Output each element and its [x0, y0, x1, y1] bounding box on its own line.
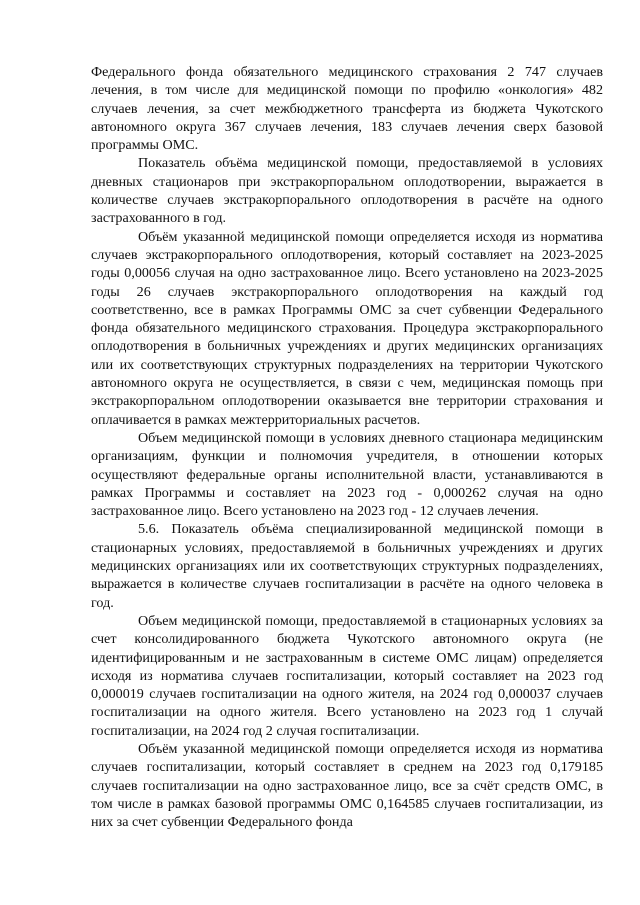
paragraph-regional-budget-volume: Объем медицинской помощи, предоставляемой в стационарных условиях за счет консолидированного бюджета Чукотского автономного округа (не идентифицированным и не застрахованным в системе ОМС лицам) определяется исходя из норматива случаев госпитализации, который составляет на 2023 год 0,000019 случаев госпитализации на одного жителя, на 2024 год 0,000037 случаев госпитализации на одного жителя. Всего установлено на 2023 год 1 случай госпитализации, на 2024 год 2 случая госпитализации. [91, 612, 603, 739]
paragraph-section-5-6: 5.6. Показатель объёма специализированной медицинской помощи в стационарных условиях, предоставляемой в больничных учреждениях и других медицинских организациях или их соответствующих структурных подразделениях, выражается в количестве случаев госпитализации в расчёте на одного человека в год. [91, 521, 603, 611]
paragraph-federal-day-hospital: Объем медицинской помощи в условиях дневного стационара медицинским организациям, функции и полномочия учредителя, в отношении которых осуществляют федеральные органы исполнительной власти, устанавливаются в рамках Программы и составляет на 2023 год - 0,000262 случая на одно застрахованное лицо. Всего установлено на 2023 год - 12 случаев лечения. [91, 429, 603, 520]
paragraph-ivf-indicator: Показатель объёма медицинской помощи, предоставляемой в условиях дневных стационаров при экстракорпоральном оплодотворении, выражается в количестве случаев экстракорпорального оплодотворения в расчёте на одного застрахованного в год. [91, 155, 603, 227]
document-page [91, 63, 603, 831]
paragraph-ivf-volume: Объём указанной медицинской помощи определяется исходя из норматива случаев экстракорпорального оплодотворения, который составляет на 2023-2025 годы 0,00056 случая на одно застрахованное лицо. Всего установлено на 2023-2025 годы 26 случаев экстракорпорального оплодотворения на каждый год соответственно, все в рамках Программы ОМС за счет субвенции Федерального фонда обязательного медицинского страхования. Процедура экстракорпорального оплодотворения в больничных учреждениях и других медицинских организациях или их соответствующих структурных подразделениях на территории Чукотского автономного округа не осуществляется, в связи с чем, медицинская помощь при экстракорпоральном оплодотворении оказывается вне территории страхования и оплачивается в рамках межтерриториальных расчетов. [91, 228, 603, 428]
paragraph-oms-hospitalization: Объём указанной медицинской помощи определяется исходя из норматива случаев госпитализации, который составляет в среднем на 2023 год 0,179185 случаев госпитализации на одно застрахованное лицо, все за счёт средств ОМС, в том числе в рамках базовой программы ОМС 0,164585 случаев госпитализации, из них за счет субвенции Федерального фонда [91, 740, 603, 831]
paragraph-continuation: Федерального фонда обязательного медицинского страхования 2 747 случаев лечения, в том числе для медицинской помощи по профилю «онкология» 482 случаев лечения, за счет межбюджетного трансферта из бюджета Чукотского автономного округа 367 случаев лечения, 183 случаев лечения сверх базовой программы ОМС. [91, 64, 603, 154]
